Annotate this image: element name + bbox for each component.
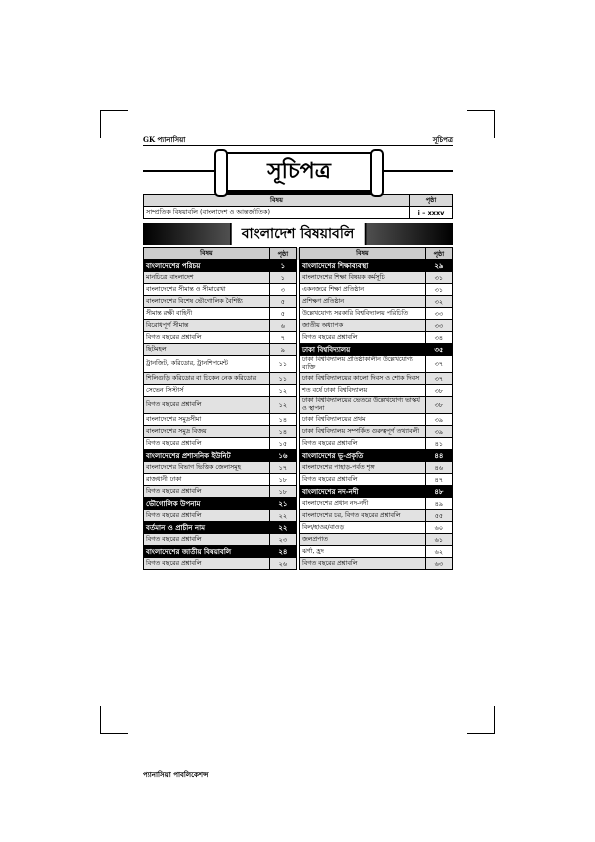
toc-entry-page: ১৭ bbox=[269, 462, 296, 474]
toc-entry-topic[interactable]: সেভেন সিস্টার্স bbox=[144, 385, 270, 397]
toc-entry-topic[interactable]: বিগত বছরের প্রশ্নাবলি bbox=[144, 534, 270, 546]
crop-mark bbox=[494, 110, 495, 138]
toc-row bbox=[144, 397, 453, 414]
toc-table bbox=[143, 247, 453, 570]
toc-entry-page: ১৪ bbox=[269, 414, 296, 426]
toc-row bbox=[144, 486, 453, 498]
crop-mark bbox=[494, 706, 495, 734]
chapter-heading[interactable]: বাংলাদেশের প্রশাসনিক ইউনিট bbox=[144, 450, 270, 462]
toc-entry-page: ৩৮ bbox=[425, 397, 452, 414]
toc-row bbox=[144, 320, 453, 332]
toc-entry-topic[interactable]: মানচিত্রে বাংলাদেশ bbox=[144, 272, 270, 284]
chapter-heading[interactable]: বর্তমান ও প্রাচীন নাম bbox=[144, 522, 270, 534]
toc-row bbox=[144, 510, 453, 522]
toc-entry-page: ১১ bbox=[269, 373, 296, 385]
toc-entry-topic[interactable]: বিরোধপূর্ণ সীমান্ত bbox=[144, 320, 270, 332]
page-header: পৃষ্ঠা bbox=[410, 195, 453, 207]
toc-entry-page: ১ bbox=[269, 272, 296, 284]
toc-entry-topic[interactable]: জাতীয় অধ্যাপক bbox=[300, 320, 426, 332]
toc-entry-page: ৩ bbox=[269, 284, 296, 296]
chapter-heading[interactable]: বাংলাদেশের জাতীয় বিষয়াবলি bbox=[144, 546, 270, 558]
chapter-heading[interactable]: বাংলাদেশের পরিচয় bbox=[144, 260, 270, 272]
toc-row bbox=[144, 272, 453, 284]
toc-entry-page: ৩৭ bbox=[425, 373, 452, 385]
toc-entry-page: ১৮ bbox=[269, 486, 296, 498]
toc-entry-topic[interactable]: বিগত বছরের প্রশ্নাবলি bbox=[144, 510, 270, 522]
section-banner bbox=[143, 223, 453, 245]
toc-entry-topic[interactable]: সীমান্ত রক্ষী বাহিনী bbox=[144, 308, 270, 320]
chapter-heading[interactable]: বাংলাদেশের নদ-নদী bbox=[300, 486, 426, 498]
toc-row bbox=[144, 426, 453, 438]
toc-entry-page: ৪৭ bbox=[425, 474, 452, 486]
toc-entry-page: ২১ bbox=[269, 498, 296, 510]
toc-entry-topic[interactable]: ঢাকা বিশ্ববিদ্যালয় প্রতিষ্ঠাকালীন উল্লেখযোগ্য ব্যক্তি bbox=[300, 356, 426, 373]
toc-entry-topic[interactable]: বাংলাদেশের পাহাড়-পর্বত শৃঙ্গ bbox=[300, 462, 426, 474]
toc-row bbox=[144, 534, 453, 546]
toc-entry-topic[interactable]: বিগত বছরের প্রশ্নাবলি bbox=[144, 486, 270, 498]
chapter-heading[interactable]: ভৌগোলিক উপনাম bbox=[144, 498, 270, 510]
toc-row bbox=[144, 546, 453, 558]
toc-entry-topic[interactable]: বাংলাদেশের সমুদ্রসীমা bbox=[144, 414, 270, 426]
crop-mark bbox=[467, 110, 495, 111]
toc-entry-page: ৩৯ bbox=[425, 414, 452, 426]
current-affairs-page: i – xxxv bbox=[410, 207, 453, 219]
right-page-header: পৃষ্ঠা bbox=[425, 248, 452, 260]
page-title: সূচিপত্র bbox=[221, 152, 377, 192]
toc-entry-topic[interactable]: উল্লেখযোগ্য সরকারি বিশ্ববিদ্যালয় পরিচিতি bbox=[300, 308, 426, 320]
toc-entry-page: ২২ bbox=[269, 510, 296, 522]
crop-mark bbox=[100, 110, 101, 138]
toc-entry-topic[interactable]: বিগত বছরের প্রশ্নাবলি bbox=[144, 332, 270, 344]
toc-entry-page: ২৬ bbox=[269, 558, 296, 570]
toc-entry-topic[interactable]: জলপ্রপাত bbox=[300, 534, 426, 546]
toc-entry-page: ৭ bbox=[269, 332, 296, 344]
toc-entry-page: ১৫ bbox=[269, 438, 296, 450]
publisher-footer: প্যানাসিয়া পাবলিকেশন্স bbox=[143, 771, 209, 779]
toc-entry-topic[interactable]: ঢাকা বিশ্ববিদ্যালয়ের কালো দিবস ও শোক দিবস bbox=[300, 373, 426, 385]
toc-entry-page: ৩১ bbox=[425, 284, 452, 296]
toc-entry-page: ১৮ bbox=[269, 474, 296, 486]
toc-entry-page: ১৬ bbox=[269, 450, 296, 462]
toc-entry-page: ৩৮ bbox=[425, 385, 452, 397]
toc-entry-page: ৫ bbox=[269, 308, 296, 320]
toc-entry-page: ৩১ bbox=[425, 272, 452, 284]
running-head bbox=[143, 134, 453, 146]
toc-row bbox=[144, 332, 453, 344]
toc-entry-page: ৩৭ bbox=[425, 356, 452, 373]
toc-entry-page: ৬২ bbox=[425, 546, 452, 558]
toc-entry-page: ৫ bbox=[269, 296, 296, 308]
toc-entry-page: ১২ bbox=[269, 385, 296, 397]
chapter-heading[interactable]: বাংলাদেশের ভূ-প্রকৃতি bbox=[300, 450, 426, 462]
crop-mark bbox=[100, 706, 101, 734]
toc-entry-topic[interactable]: বাংলাদেশের বিশেষ ভৌগোলিক বৈশিষ্ট্য bbox=[144, 296, 270, 308]
toc-entry-page: ৩৩ bbox=[425, 320, 452, 332]
toc-row bbox=[144, 498, 453, 510]
toc-row bbox=[144, 438, 453, 450]
toc-entry-topic[interactable]: বাংলাদেশের সমুদ্র বিজয় bbox=[144, 426, 270, 438]
toc-entry-page: ৪৮ bbox=[425, 486, 452, 498]
toc-entry-page: ৪৯ bbox=[425, 498, 452, 510]
right-topic-header: বিষয় bbox=[300, 248, 426, 260]
toc-row bbox=[144, 385, 453, 397]
toc-row bbox=[144, 474, 453, 486]
toc-entry-topic[interactable]: বিগত বছরের প্রশ্নাবলি bbox=[144, 438, 270, 450]
toc-entry-page: ৩৫ bbox=[425, 344, 452, 356]
toc-entry-topic[interactable]: শত বর্ষে ঢাকা বিশ্ববিদ্যালয় bbox=[300, 385, 426, 397]
toc-row bbox=[144, 344, 453, 356]
toc-entry-page: ২৪ bbox=[269, 546, 296, 558]
toc-entry-page: ২৯ bbox=[425, 260, 452, 272]
toc-entry-page: ২৩ bbox=[269, 534, 296, 546]
title-banner bbox=[143, 148, 453, 194]
toc-entry-topic[interactable]: বিগত বছরের প্রশ্নাবলি bbox=[300, 438, 426, 450]
toc-entry-page: ১১ bbox=[269, 356, 296, 373]
left-page-header: পৃষ্ঠা bbox=[269, 248, 296, 260]
chapter-heading[interactable]: ঢাকা বিশ্ববিদ্যালয় bbox=[300, 344, 426, 356]
toc-entry-page: ৩৯ bbox=[425, 426, 452, 438]
toc-header-row bbox=[144, 248, 453, 260]
toc-row bbox=[144, 284, 453, 296]
toc-entry-topic[interactable]: বাংলাদেশের প্রধান নদ-নদী bbox=[300, 498, 426, 510]
toc-entry-topic[interactable]: বিগত বছরের প্রশ্নাবলি bbox=[144, 397, 270, 414]
toc-page bbox=[143, 134, 453, 570]
toc-row bbox=[144, 558, 453, 570]
toc-entry-topic[interactable]: বিগত বছরের প্রশ্নাবলি bbox=[144, 558, 270, 570]
toc-entry-topic[interactable]: বাংলাদেশের বিভাগ ভিত্তিক জেলাসমূহ bbox=[144, 462, 270, 474]
section-title: বাংলাদেশ বিষয়াবলি bbox=[230, 223, 367, 245]
toc-row bbox=[144, 308, 453, 320]
crop-mark bbox=[467, 733, 495, 734]
toc-entry-page: ৩৩ bbox=[425, 308, 452, 320]
toc-entry-topic[interactable]: বিগত বছরের প্রশ্নাবলি bbox=[300, 474, 426, 486]
toc-entry-page: ৫৫ bbox=[425, 510, 452, 522]
toc-entry-topic[interactable]: ছিটমহল bbox=[144, 344, 270, 356]
toc-entry-topic[interactable]: ঝর্ণা, হ্রদ bbox=[300, 546, 426, 558]
toc-entry-topic[interactable]: ট্রানজিট, করিডোর, ট্রানশিপমেন্ট bbox=[144, 356, 270, 373]
toc-entry-page: ৩২ bbox=[425, 296, 452, 308]
toc-entry-topic[interactable]: রাজধানী ঢাকা bbox=[144, 474, 270, 486]
crop-mark bbox=[100, 110, 128, 111]
toc-entry-page: ৯ bbox=[269, 344, 296, 356]
toc-entry-page: ৪৬ bbox=[425, 462, 452, 474]
topic-header: বিষয় bbox=[144, 195, 410, 207]
toc-entry-topic[interactable]: বাংলাদেশের শিক্ষা বিষয়ক কর্মসূচি bbox=[300, 272, 426, 284]
toc-entry-topic[interactable]: প্রশিক্ষণ প্রতিষ্ঠান bbox=[300, 296, 426, 308]
toc-entry-topic[interactable]: ঢাকা বিশ্ববিদ্যালয় সম্পর্কিত গুরুত্বপূর্ণ তথ্যাবলী bbox=[300, 426, 426, 438]
current-affairs-table bbox=[143, 194, 453, 219]
running-head-right: সূচিপত্র bbox=[432, 135, 453, 144]
toc-entry-topic[interactable]: বাংলাদেশের সীমান্ত ও সীমারেখা bbox=[144, 284, 270, 296]
toc-entry-page: ৬১ bbox=[425, 534, 452, 546]
toc-entry-topic[interactable]: বাংলাদেশের চর, বিগত বছরের প্রশ্নাবলি bbox=[300, 510, 426, 522]
toc-row bbox=[144, 296, 453, 308]
toc-entry-page: ১ bbox=[269, 260, 296, 272]
toc-row bbox=[144, 356, 453, 373]
toc-entry-page: ৬০ bbox=[425, 522, 452, 534]
toc-entry-page: ৪১ bbox=[425, 438, 452, 450]
toc-entry-topic[interactable]: ঢাকা বিশ্ববিদ্যালয়ের ভেতরে উল্লেখযোগ্য ভাস্কর্য ও স্থাপনা bbox=[300, 397, 426, 414]
toc-entry-page: ৩৪ bbox=[425, 332, 452, 344]
running-head-left: GK প্যানাসিয়া bbox=[143, 135, 186, 144]
toc-entry-topic[interactable]: শিলিগুড়ি করিডোর বা চিকেন নেক করিডোর bbox=[144, 373, 270, 385]
toc-entry-topic[interactable]: একনজরে শিক্ষা প্রতিষ্ঠান bbox=[300, 284, 426, 296]
toc-entry-page: ৪৪ bbox=[425, 450, 452, 462]
toc-row bbox=[144, 260, 453, 272]
toc-entry-page: ৬ bbox=[269, 320, 296, 332]
toc-entry-topic[interactable]: বিল/হাওর/বাওড় bbox=[300, 522, 426, 534]
toc-row bbox=[144, 450, 453, 462]
chapter-heading[interactable]: বাংলাদেশের শিক্ষাব্যবস্থা bbox=[300, 260, 426, 272]
toc-row bbox=[144, 522, 453, 534]
crop-mark bbox=[100, 733, 128, 734]
toc-entry-page: ৬৩ bbox=[425, 558, 452, 570]
toc-entry-topic[interactable]: বিগত বছরের প্রশ্নাবলি bbox=[300, 558, 426, 570]
current-affairs-topic[interactable]: সাম্প্রতিক বিষয়াবলি (বাংলাদেশ ও আন্তর্জাতিক) bbox=[144, 207, 410, 219]
toc-entry-page: ২২ bbox=[269, 522, 296, 534]
toc-entry-topic[interactable]: ঢাকা বিশ্ববিদ্যালয়ের প্রথম bbox=[300, 414, 426, 426]
toc-row bbox=[144, 414, 453, 426]
toc-entry-topic[interactable]: বিগত বছরের প্রশ্নাবলি bbox=[300, 332, 426, 344]
left-topic-header: বিষয় bbox=[144, 248, 270, 260]
toc-entry-page: ১২ bbox=[269, 397, 296, 414]
toc-row bbox=[144, 462, 453, 474]
toc-entry-page: ১৪ bbox=[269, 426, 296, 438]
toc-row bbox=[144, 373, 453, 385]
